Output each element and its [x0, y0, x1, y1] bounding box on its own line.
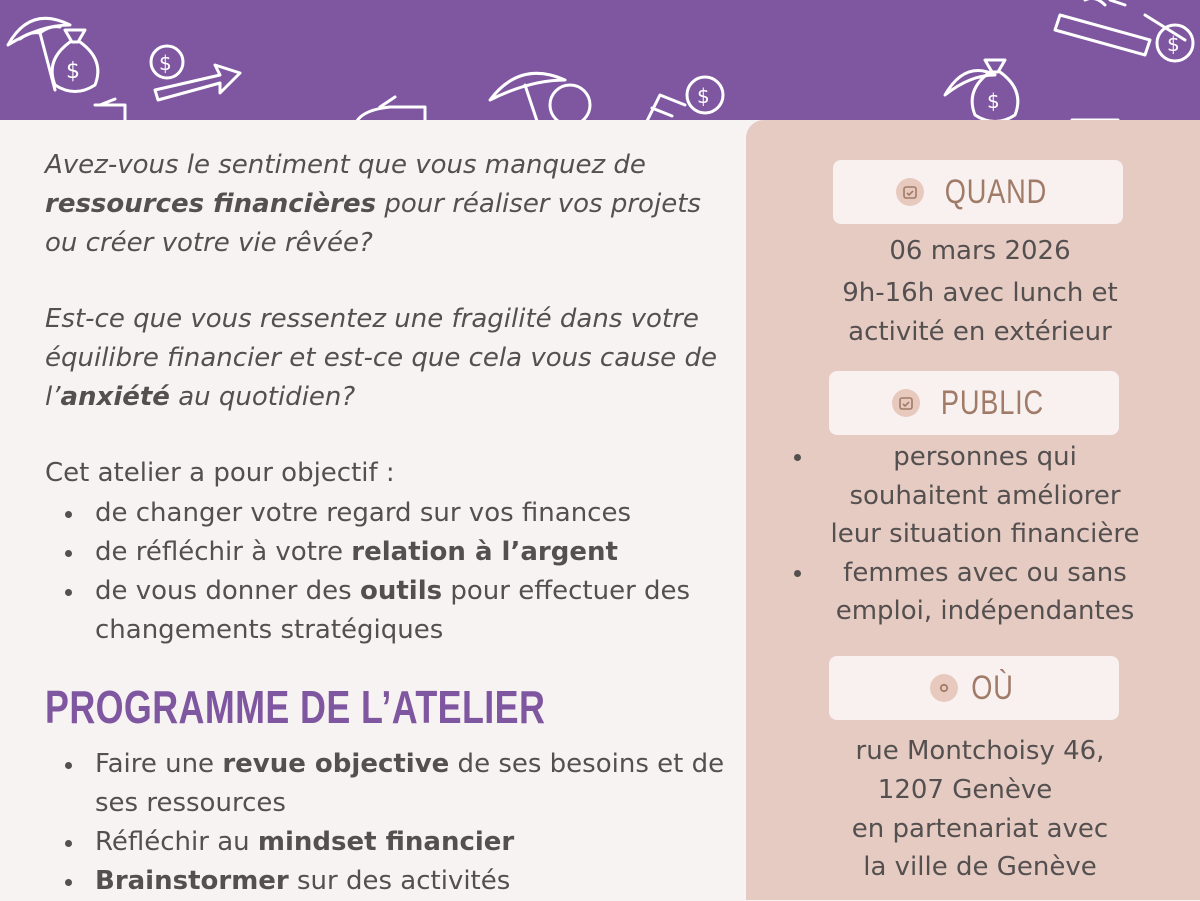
when-heading: QUAND [833, 160, 1123, 224]
calendar-icon [896, 178, 924, 206]
objectives-list [45, 494, 725, 650]
address-city: 1207 Genève [877, 775, 1053, 805]
intro-question-2: Est-ce que vous ressentez une fragilité dans votre équilibre financier et est-ce que cela vous cause de l’anxiété au quotidien? [45, 304, 717, 412]
list-item: Faire une revue objective de ses besoins et de ses ressources [45, 745, 725, 823]
where-heading: OÙ [829, 656, 1119, 720]
partner-line-2: la ville de Genève [863, 852, 1097, 882]
list-item: femmes avec ou sans emploi, indépendantes [790, 554, 1180, 631]
header-banner [0, 0, 1200, 120]
list-item: Réfléchir au mindset financier [45, 823, 725, 862]
svg-text:$: $ [697, 84, 710, 108]
partner-line-1: en partenariat avec [851, 814, 1109, 844]
svg-text:$: $ [987, 89, 1000, 113]
wallet-icon [350, 95, 430, 120]
money-bag-icon [940, 50, 1040, 120]
programme-list [45, 745, 725, 901]
objective-lead: Cet atelier a pour objectif : [45, 458, 395, 488]
arrow-icon [150, 55, 245, 110]
list-item: de vous donner des outils pour effectuer des changements stratégiques [45, 572, 725, 650]
cheque-icon [1050, 0, 1200, 75]
calendar-icon [892, 389, 920, 417]
wallet-icon [1070, 108, 1120, 120]
svg-text:$: $ [66, 59, 80, 84]
wallet-icon [90, 95, 130, 120]
list-item: de réfléchir à votre relation à l’argent [45, 533, 725, 572]
programme-title: PROGRAMME DE L’ATELIER [45, 681, 546, 733]
event-time: 9h-16h avec lunch et [842, 278, 1118, 308]
list-item: personnes qui souhaitent améliorer leur situation financière [790, 438, 1180, 554]
list-item: de changer votre regard sur vos finances [45, 494, 725, 533]
intro-question-1: Avez-vous le sentiment que vous manquez de ressources financières pour réaliser vos projets ou créer votre vie rêvée? [45, 150, 701, 258]
umbrella-icon [485, 60, 595, 120]
list-item: Brainstormer sur des activités [45, 862, 725, 901]
svg-text:$: $ [159, 51, 172, 75]
svg-text:$: $ [1167, 32, 1180, 56]
wallet-icon [640, 90, 690, 120]
address-street: rue Montchoisy 46, [855, 736, 1105, 766]
event-date: 06 mars 2026 [889, 236, 1071, 266]
audience-list [790, 438, 1180, 631]
location-pin-icon [930, 674, 958, 702]
event-time-detail: activité en extérieur [848, 317, 1112, 347]
money-bag-icon [40, 20, 110, 100]
public-heading: PUBLIC [829, 371, 1119, 435]
